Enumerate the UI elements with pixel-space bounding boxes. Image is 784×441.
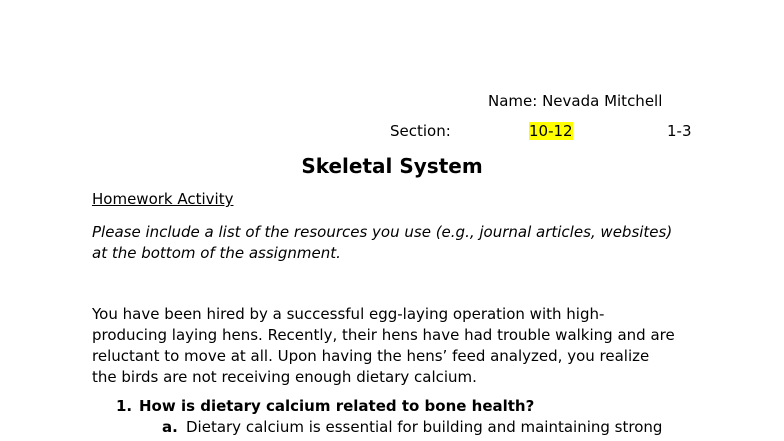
question-text: How is dietary calcium related to bone health? — [139, 397, 535, 415]
scenario-line: reluctant to move at all. Upon having the hens’ feed analyzed, you realize — [92, 347, 650, 365]
answer-item — [162, 418, 662, 436]
scenario-paragraph — [92, 304, 712, 388]
question-number: 1. — [116, 397, 133, 415]
section-value — [529, 122, 573, 140]
student-name: Name: Nevada Mitchell — [488, 92, 663, 110]
instructions-line: at the bottom of the assignment. — [92, 244, 341, 262]
scenario-line: You have been hired by a successful egg-laying operation with high- — [92, 305, 605, 323]
section-value-highlight: 10-12 — [529, 122, 573, 140]
answer-letter: a. — [162, 418, 178, 436]
instructions-line: Please include a list of the resources you use (e.g., journal articles, websites) — [92, 223, 673, 241]
page-title: Skeletal System — [301, 154, 483, 178]
section-label: Section: — [390, 122, 451, 140]
scenario-line: producing laying hens. Recently, their hens have had trouble walking and are — [92, 326, 675, 344]
answer-text: Dietary calcium is essential for building and maintaining strong — [186, 418, 663, 436]
homework-activity-heading: Homework Activity — [92, 190, 234, 208]
section-period: 1-3 — [667, 122, 692, 140]
scenario-line: the birds are not receiving enough dietary calcium. — [92, 368, 477, 386]
instructions-paragraph — [92, 222, 702, 264]
question-item — [116, 397, 534, 415]
